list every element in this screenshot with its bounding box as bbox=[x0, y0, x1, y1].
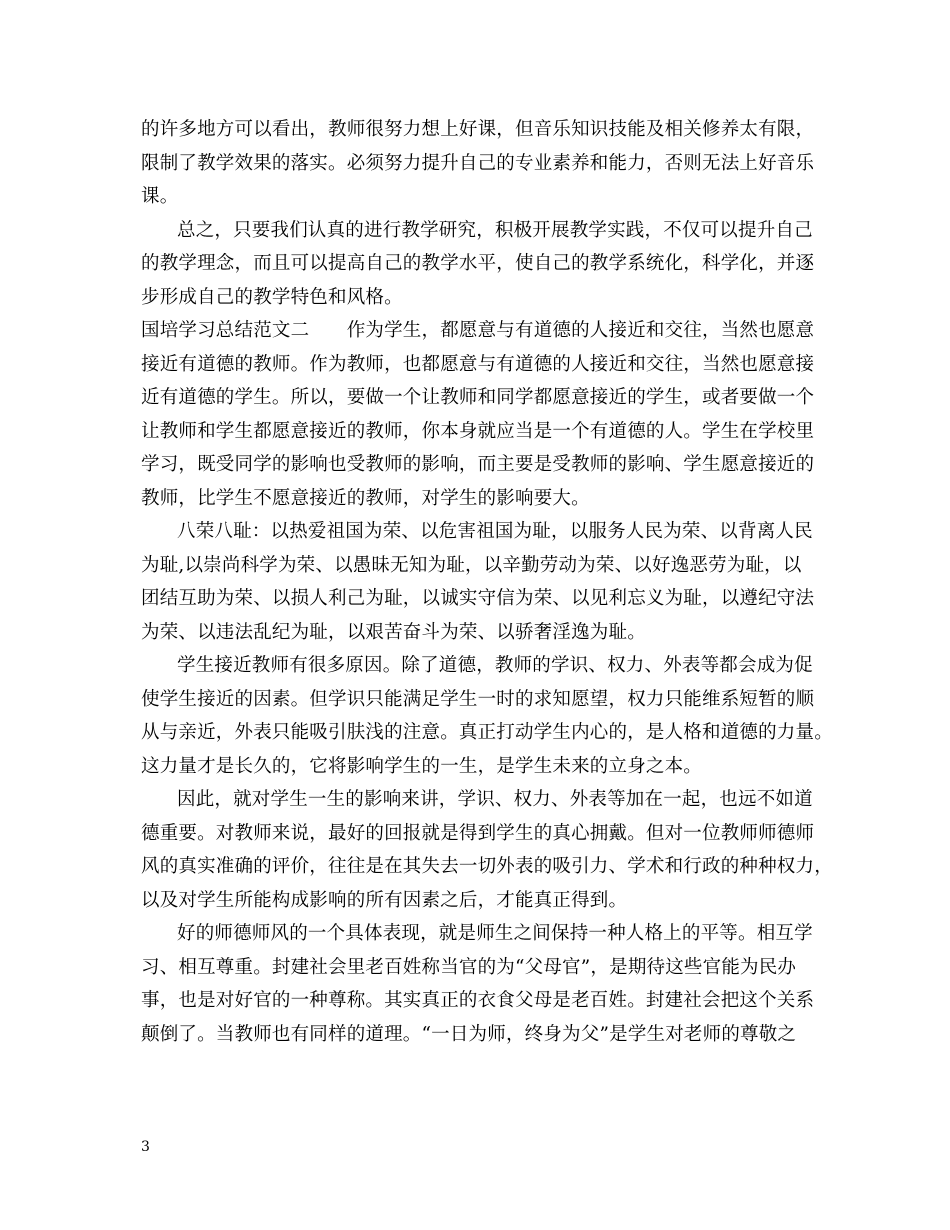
text-line: 颠倒了。当教师也有同样的道理。“一日为师，终身为父”是学生对老师的尊敬之 bbox=[141, 1023, 797, 1045]
text-line: 从与亲近，外表只能吸引肤浅的注意。真正打动学生内心的，是人格和道德的力量。 bbox=[141, 722, 833, 743]
text-line: 为耻,以崇尚科学为荣、以愚昧无知为耻，以辛勤劳动为荣、以好逸恶劳为耻，以 bbox=[141, 554, 802, 576]
text-line: 限制了教学效果的落实。必须努力提升自己的专业素养和能力，否则无法上好音乐 bbox=[141, 152, 815, 174]
text-line: 让教师和学生都愿意接近的教师，你本身就应当是一个有道德的人。学生在学校里 bbox=[141, 420, 815, 442]
text-line: 接近有道德的教师。作为教师，也都愿意与有道德的人接近和交往，当然也愿意接 bbox=[141, 353, 815, 375]
text-line: 学习，既受同学的影响也受教师的影响，而主要是受教师的影响、学生愿意接近的 bbox=[141, 454, 815, 475]
text-line: 步形成自己的教学特色和风格。 bbox=[141, 286, 403, 308]
text-line: 风的真实准确的评价，往往是在其失去一切外表的吸引力、学术和行政的种种权力， bbox=[141, 856, 833, 877]
text-line: 团结互助为荣、以损人利己为耻，以诚实守信为荣、以见利忘义为耻，以遵纪守法 bbox=[141, 588, 815, 609]
body-text bbox=[141, 113, 833, 1051]
text-line: 使学生接近的因素。但学识只能满足学生一时的求知愿望，权力只能维系短暂的顺 bbox=[141, 688, 815, 710]
text-line: 为荣、以违法乱纪为耻，以艰苦奋斗为荣、以骄奢淫逸为耻。 bbox=[141, 621, 646, 643]
text-line: 近有道德的学生。所以，要做一个让教师和同学都愿意接近的学生，或者要做一个 bbox=[141, 387, 815, 408]
paragraph-start-line: 因此，就对学生一生的影响来讲，学识、权力、外表等加在一起，也远不如道 bbox=[177, 789, 813, 810]
text-line: 以及对学生所能构成影响的所有因素之后，才能真正得到。 bbox=[141, 889, 628, 911]
text-line: 教师，比学生不愿意接近的教师，对学生的影响要大。 bbox=[141, 487, 590, 509]
text-line: 德重要。对教师来说，最好的回报就是得到学生的真心拥戴。但对一位教师师德师 bbox=[141, 822, 815, 844]
text-line: 这力量才是长久的，它将影响学生的一生，是学生未来的立身之本。 bbox=[141, 755, 703, 777]
page-number: 3 bbox=[141, 1139, 150, 1155]
text-line: 的教学理念，而且可以提高自己的教学水平，使自己的教学系统化，科学化，并逐 bbox=[141, 253, 815, 274]
text-line: 的许多地方可以看出，教师很努力想上好课，但音乐知识技能及相关修养太有限， bbox=[141, 119, 815, 140]
text-line: 课。 bbox=[141, 186, 179, 207]
paragraph-start-line: 八荣八耻：以热爱祖国为荣、以危害祖国为耻，以服务人民为荣、以背离人民 bbox=[177, 521, 813, 542]
text-line: 习、相互尊重。封建社会里老百姓称当官的为“父母官”，是期待这些官能为民办 bbox=[141, 956, 797, 978]
paragraph-start-line: 学生接近教师有很多原因。除了道德，教师的学识、权力、外表等都会成为促 bbox=[177, 655, 813, 676]
paragraph-start-line: 总之，只要我们认真的进行教学研究，积极开展教学实践，不仅可以提升自己 bbox=[177, 219, 813, 241]
text-line: 事，也是对好官的一种尊称。其实真正的衣食父母是老百姓。封建社会把这个关系 bbox=[141, 990, 815, 1011]
paragraph-start-line: 好的师德师风的一个具体表现，就是师生之间保持一种人格上的平等。相互学 bbox=[177, 923, 813, 944]
section-heading-line: 国培学习总结范文二 作为学生，都愿意与有道德的人接近和交往，当然也愿意 bbox=[141, 320, 815, 341]
